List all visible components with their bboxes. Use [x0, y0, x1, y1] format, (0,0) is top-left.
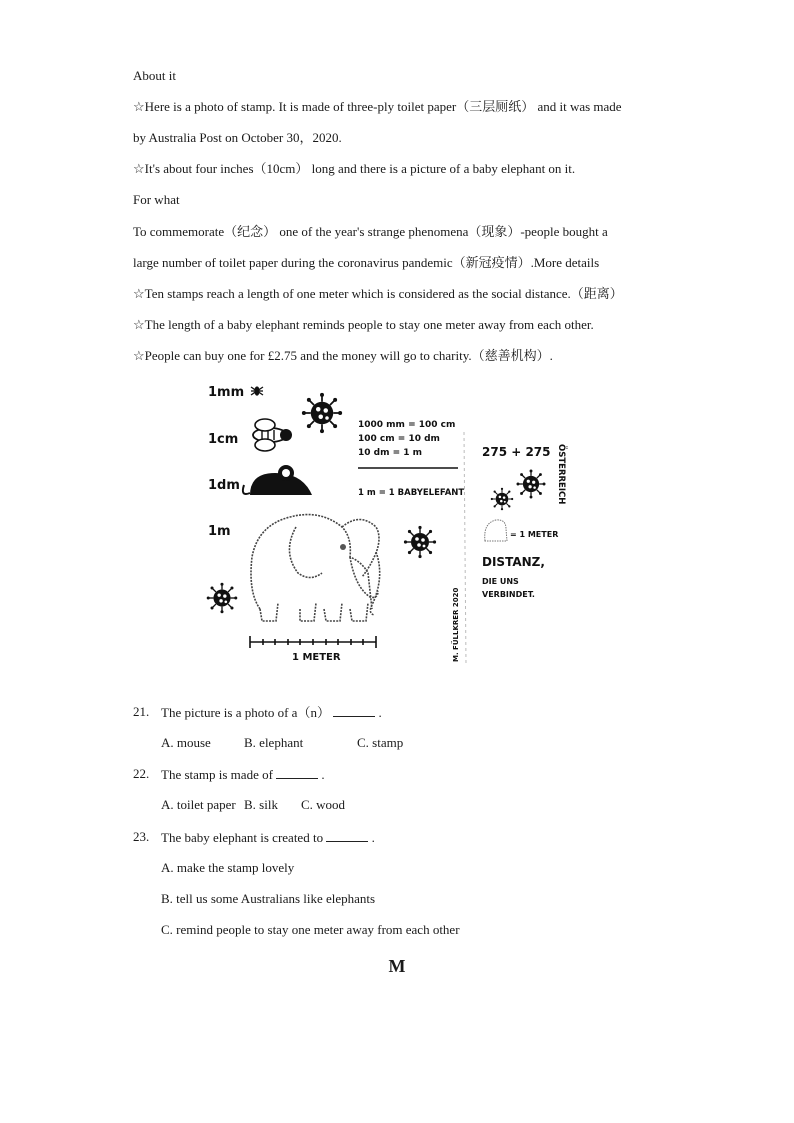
question-stem — [161, 829, 375, 846]
virus-icon — [517, 470, 546, 499]
question-end: . — [321, 767, 325, 782]
artist-credit: M. FÜLLKRER 2020 — [452, 587, 460, 662]
distanz-title: DISTANZ, — [482, 555, 545, 569]
question-stem — [161, 766, 325, 783]
conversion-line: 1000 mm = 100 cm — [358, 420, 456, 430]
ruler-label: 1 METER — [292, 652, 341, 663]
virus-icon — [404, 526, 436, 558]
question-text: The stamp is made of — [161, 767, 273, 782]
tiny-insect-icon — [251, 387, 263, 395]
question-text: The picture is a photo of a（n） — [161, 705, 330, 720]
answer-blank[interactable] — [326, 829, 368, 842]
passage-line: ☆It's about four inches（10cm） long and there is a picture of a baby elephant on it. — [133, 161, 576, 176]
scale-label-1cm: 1cm — [208, 432, 239, 447]
option-a[interactable]: A. make the stamp lovely — [161, 860, 295, 875]
slogan-line: DIE UNS — [482, 577, 519, 586]
passage-line: ☆People can buy one for £2.75 and the money will go to charity.（慈善机构）. — [133, 348, 553, 363]
answer-blank[interactable] — [276, 766, 318, 779]
question-number: 23. — [133, 829, 150, 844]
stamp-image — [200, 377, 592, 665]
option-b[interactable]: B. tell us some Australians like elephants — [161, 891, 376, 906]
option-a[interactable]: A. mouse — [161, 735, 211, 750]
option-c[interactable]: C. remind people to stay one meter away from each other — [161, 922, 460, 937]
option-b[interactable]: B. elephant — [244, 735, 304, 750]
scale-label-1mm: 1mm — [208, 385, 245, 400]
question-text: The baby elephant is created to — [161, 830, 324, 845]
scale-label-1dm: 1dm — [208, 478, 240, 493]
page-footer-mark: M — [388, 956, 406, 976]
question-number: 22. — [133, 766, 150, 781]
meter-note: = 1 METER — [510, 530, 559, 539]
passage-line: large number of toilet paper during the coronavirus pandemic（新冠疫情）.More details — [133, 255, 600, 270]
section-heading-about: About it — [133, 68, 176, 83]
section-heading-for-what: For what — [133, 192, 180, 207]
option-b[interactable]: B. silk — [244, 797, 278, 812]
slogan-line: VERBINDET. — [482, 590, 535, 599]
conversion-line: 100 cm = 10 dm — [358, 434, 440, 444]
babyelefant-line: 1 m = 1 BABYELEFANT — [358, 488, 465, 498]
virus-icon — [207, 583, 238, 614]
option-c[interactable]: C. wood — [301, 797, 346, 812]
question-end: . — [371, 830, 375, 845]
passage-line: ☆The length of a baby elephant reminds people to stay one meter away from each other. — [133, 317, 594, 332]
passage-line: ☆Ten stamps reach a length of one meter which is considered as the social distance.（距离） — [133, 286, 623, 301]
virus-icon — [302, 393, 342, 433]
answer-blank[interactable] — [333, 704, 375, 717]
stamp-country: ÖSTERREICH — [556, 444, 566, 505]
option-c[interactable]: C. stamp — [357, 735, 404, 750]
question-number: 21. — [133, 704, 150, 719]
passage-line: ☆Here is a photo of stamp. It is made of three-ply toilet paper（三层厕纸） and it was made — [133, 99, 622, 114]
virus-icon — [491, 488, 514, 511]
stamp-price: 275 + 275 — [482, 445, 551, 459]
question-stem — [161, 704, 382, 721]
passage-line: To commemorate（纪念） one of the year's strange phenomena（现象）-people bought a — [133, 224, 608, 239]
scale-label-1m: 1m — [208, 524, 231, 539]
conversion-line: 10 dm = 1 m — [358, 448, 423, 458]
question-end: . — [378, 705, 382, 720]
passage-line: by Australia Post on October 30，2020. — [133, 130, 342, 145]
option-a[interactable]: A. toilet paper — [161, 797, 236, 812]
